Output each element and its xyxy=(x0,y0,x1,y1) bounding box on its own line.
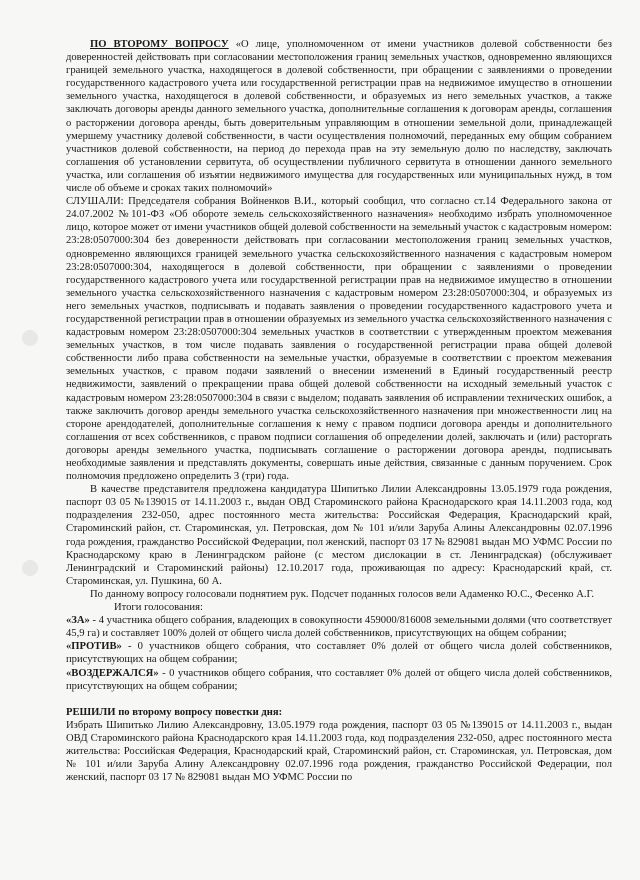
vote-abstain-paragraph xyxy=(66,667,612,693)
decision-paragraph: Избрать Шипитько Лилию Александровну, 13.05.1979 года рождения, паспорт 03 05 №139015 от 14.11.2003 г., выдан ОВД Староминского района Краснодарского края 14.11.2003 года, код подразделения 232-050, адрес постоянного места жительства: Российская Федерация, Краснодарский край, Староминский район, ст. Староминская, ул. Петровская, дом № 101 и/или Заруба Алину Александровну 02.07.1996 года рождения, гражданство Российской Федерации, пол женский, паспорт 03 17 № 829081 выдан МО УФМС России по xyxy=(66,719,612,784)
vote-against-text: - 0 участников общего собрания, что составляет 0% долей от общего числа долей собственников, присутствующих на общем собрании; xyxy=(66,641,612,666)
punch-hole xyxy=(22,560,38,576)
vote-for-label: «ЗА» xyxy=(66,615,90,627)
decision-title: РЕШИЛИ по второму вопросу повестки дня: xyxy=(66,706,283,718)
question-two-paragraph xyxy=(66,38,612,195)
punch-hole xyxy=(22,330,38,346)
vote-counting-paragraph: По данному вопросу голосовали поднятием рук. Подсчет поданных голосов вели Адаменко Ю.С., Фесенко А.Г. xyxy=(90,588,595,600)
vote-abstain-text: - 0 участников общего собрания, что составляет 0% долей от общего числа долей собственников, присутствующих на общем собрании; xyxy=(66,667,612,692)
vote-against-label: «ПРОТИВ» xyxy=(66,641,122,653)
listened-paragraph: СЛУШАЛИ: Председателя собрания Войненков В.И., который сообщил, что согласно ст.14 Федерального закона от 24.07.2002 №101-ФЗ «Об обороте земель сельскохозяйственного назначения» необходимо избрать уполномоченное лицо, которое может от имени участников общей долевой собственности на земельный участок с кадастровым номером: 23:28:0507000:304 без доверенности действовать при согласовании местоположения границ земельных участков, одновременно являющихся границей земельного участка сельскохозяйственного назначения с кадастровым номером 23:28:0507000:304, находящегося в долевой собственности, при обращении с заявлениями о проведении государственного кадастрового учета или государственной регистрации прав на недвижимое имущество в отношении земельного участка сельскохозяйственного назначения с кадастровым номером 23:28:0507000:304, и образуемых из него земельных участков, подписывать и подавать заявления о проведении государственного кадастрового учета и государственной регистрации прав в отношении образуемых из земельного участка сельскохозяйственного назначения с кадастровым номером 23:28:0507000:304 земельных участков в соответствии с утвержденным проектом межевания земельных участков, в том числе подавать заявления о государственной регистрации права общей долевой собственности либо права собственности на земельные участки, образуемые в соответствии с проектом межевания земельных участков, с правом подачи заявлений о внесении изменений в Единый государственный реестр недвижимости, заявлений о прекращении права общей долевой собственности на исходный земельный участок с кадастровым номером 23:28:0507000:304 в связи с выделом; подавать заявления об исправлении технических ошибок, а также заключить договор аренды земельного участка сельскохозяйственного назначения при множественности лиц на стороне арендодателей, дополнительные соглашения к нему с правом подписи договора аренды и дополнительного соглашения от всех собственников, с правом подписи соглашения об определении долей, заключать и (или) расторгать договоры аренды земельного участка, подписывать соглашение о расторжении договора аренды, подписывать необходимые заявления и представлять документы, совершать иные действия, связанные с данным поручением. Срок полномочия предложено определить 3 (три) года. xyxy=(66,196,612,483)
vote-for-paragraph xyxy=(66,614,612,640)
question-two-heading: ПО ВТОРОМУ ВОПРОСУ xyxy=(90,39,229,50)
candidate-paragraph: В качестве представителя предложена кандидатура Шипитько Лилии Александровны 13.05.1979 года рождения, паспорт 03 05 №139015 от 14.11.2003 г., выдан ОВД Староминского района Краснодарского края 14.11.2003 года, код подразделения 232-050, адрес постоянного места жительства: Российская Федерация, Краснодарский край, Староминский район, ст. Староминская, ул. Петровская, дом № 101 и/или Заруба Алины Александровны 02.07.1996 года рождения, гражданство Российской Федерации, пол женский, паспорт 03 17 № 829081 выдан МО УФМС России по Краснодарскому краю в Ленинградском районе (с местом дислокации в ст. Ленинградская) (обслуживает Ленинградский и Староминский районы) 12.10.2017 года, проживающая по адресу: Краснодарский край, ст. Староминская, ул. Пушкина, 60 А. xyxy=(66,484,612,587)
vote-abstain-label: «ВОЗДЕРЖАЛСЯ» xyxy=(66,667,159,679)
spacer xyxy=(66,693,612,706)
question-two-text: «О лице, уполномоченном от имени участников долевой собственности без доверенностей действовать при согласовании местоположения границ земельных участков, одновременно являющихся границей земельного участка, находящегося в долевой собственности, при обращении с заявлениями о проведении государственного кадастрового учета или государственной регистрации прав на недвижимое имущество в отношении земельного участка, находящегося в долевой собственности, и образуемых из него земельных участков, а также заключать договоры аренды данного земельного участка, дополнительные соглашения к договорам аренды, соглашения о расторжении договора аренды, быть доверительным управляющим в отношении земельной доли, принадлежащей умершему участнику долевой собственности, в части осуществления полномочий, переданных ему общим собранием участников долевой собственности, на период до перехода прав на эту земельную долю по наследству, заключать соглашения об установлении сервитута, об осуществлении публичного сервитута в отношении данного земельного участка, или соглашения об изъятии недвижимого имущества для государственных или муниципальных нужд, в том числе об объеме и сроках таких полномочий» xyxy=(66,39,612,195)
vote-for-text: - 4 участника общего собрания, владеющих в совокупности 459000/816008 земельными долями (что соответствует 45,9 га) и составляет 100% долей от общего числа долей собственников, присутствующих на общем собрании; xyxy=(66,615,612,640)
voting-results-title: Итоги голосования: xyxy=(114,602,203,614)
vote-against-paragraph xyxy=(66,640,612,666)
